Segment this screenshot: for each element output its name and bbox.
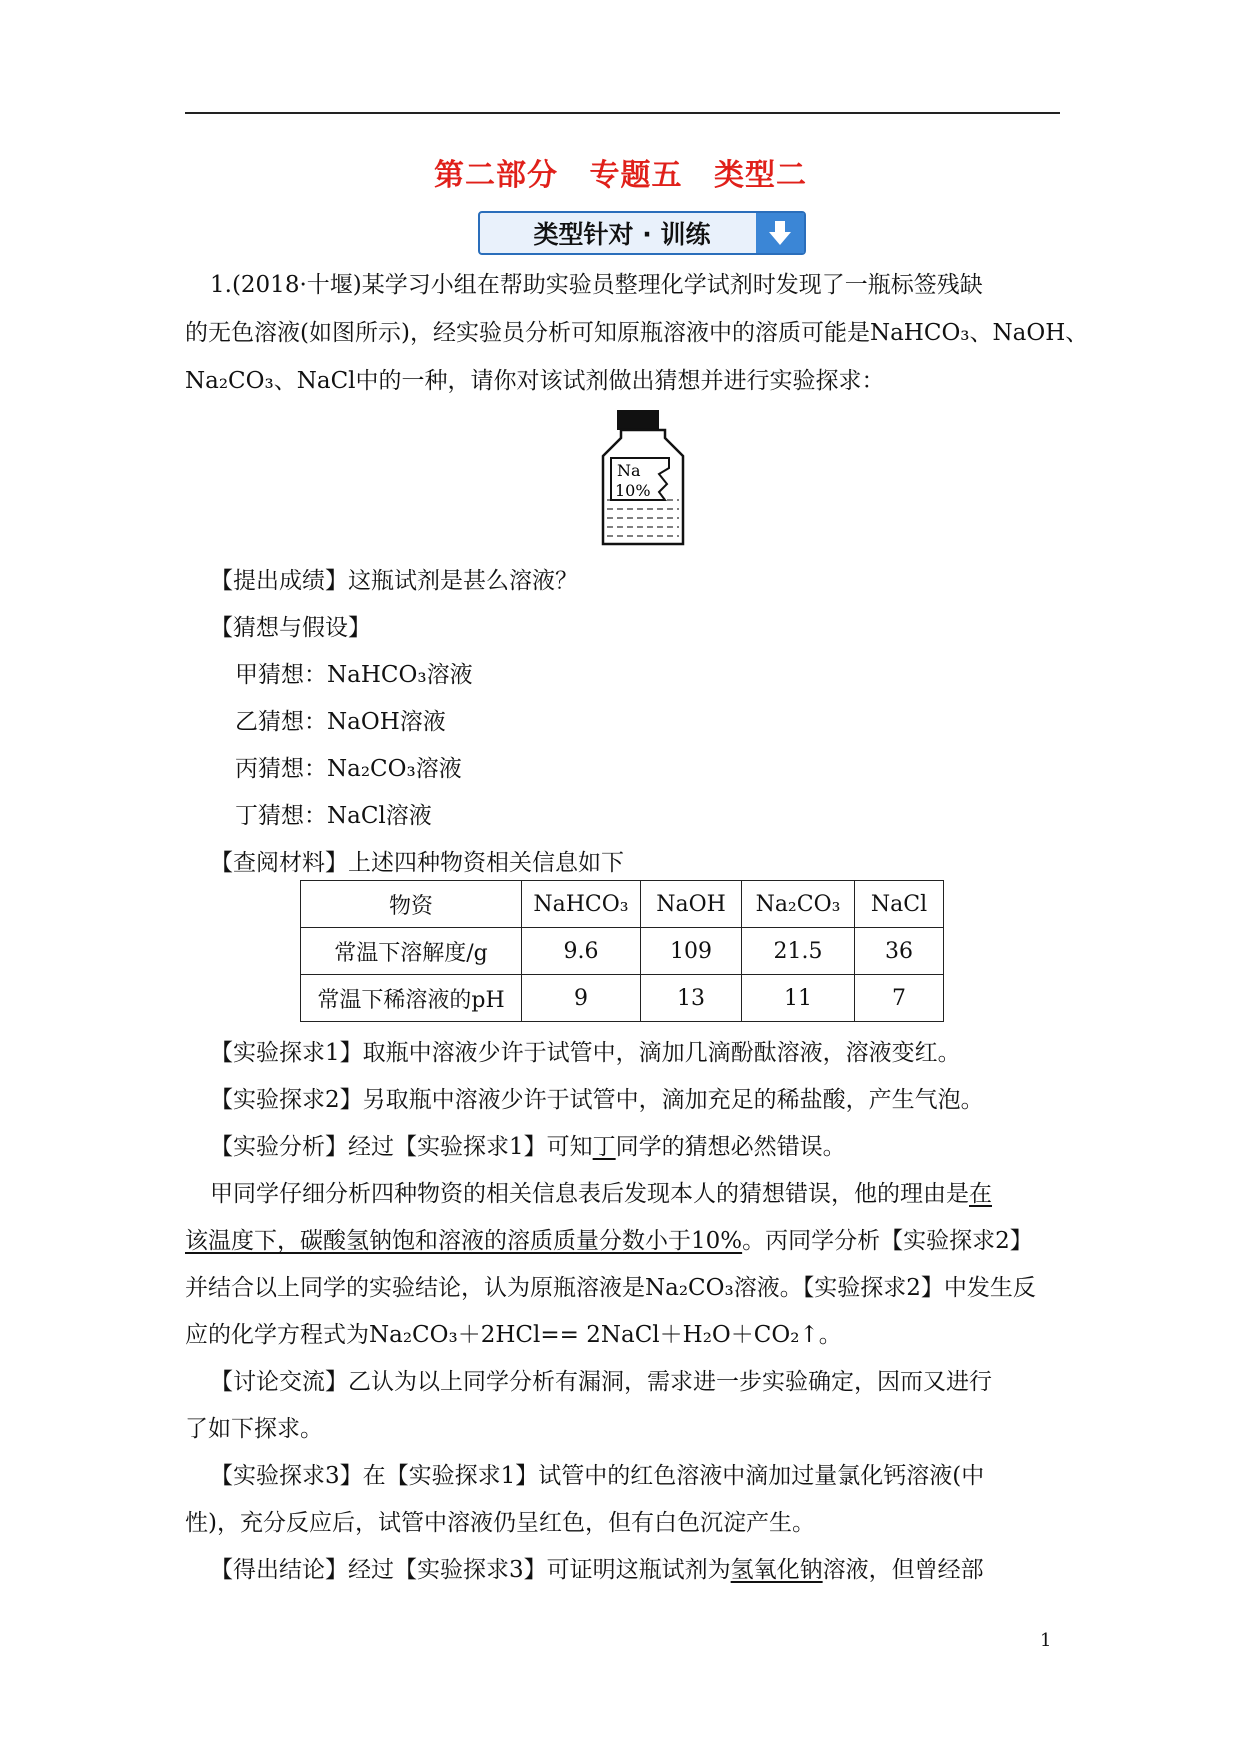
- table-row: [301, 881, 944, 928]
- table-cell: 常温下溶解度/g: [301, 928, 522, 975]
- table-cell: 7: [855, 975, 944, 1022]
- table-row: [301, 928, 944, 975]
- title-part: 第二部分: [434, 158, 559, 193]
- paragraph-line-3: 并结合以上同学的实验结论，认为原瓶溶液是Na₂CO₃溶液。【实验探求2】中发生反: [185, 1275, 1036, 1301]
- table-cell: 11: [742, 975, 855, 1022]
- title-topic: 专题五: [589, 158, 683, 193]
- paragraph-line-4: 应的化学方程式为Na₂CO₃＋2HCl== 2NaCl＋H₂O＋CO₂↑。: [185, 1322, 842, 1348]
- label-text-percent: 10%: [615, 481, 651, 500]
- badge-label: 类型针对 · 训练: [533, 220, 711, 249]
- conclusion-line: 【得出结论】经过【实验探求3】可证明这瓶试剂为氢氧化钠溶液，但曾经部: [210, 1557, 984, 1583]
- answer-blank: 丁: [592, 1134, 616, 1160]
- experiment-1: 【实验探求1】取瓶中溶液少许于试管中，滴加几滴酚酞溶液，溶液变红。: [210, 1040, 961, 1066]
- label-text-na: Na: [617, 461, 641, 480]
- materials-title: 【查阅材料】上述四种物资相关信息如下: [210, 850, 624, 876]
- reagent-bottle-figure: [597, 408, 689, 548]
- table-cell: 9: [522, 975, 641, 1022]
- table-header-cell: NaOH: [641, 881, 742, 928]
- discussion-line-2: 了如下探求。: [185, 1416, 323, 1442]
- guess-b: 乙猜想：NaOH溶液: [235, 709, 446, 735]
- page-title: [0, 150, 1241, 194]
- table-cell: 常温下稀溶液的pH: [301, 975, 522, 1022]
- question-line-2: 的无色溶液(如图所示)，经实验员分析可知原瓶溶液中的溶质可能是NaHCO₃、NaOH、: [185, 320, 1089, 346]
- paragraph-line-1: 甲同学仔细分析四种物资的相关信息表后发现本人的猜想错误，他的理由是在: [210, 1181, 992, 1207]
- experiment-2: 【实验探求2】另取瓶中溶液少许于试管中，滴加充足的稀盐酸，产生气泡。: [210, 1087, 984, 1113]
- answer-blank: 该温度下，碳酸氢钠饱和溶液的溶质质量分数小于10%: [185, 1228, 743, 1254]
- table-cell: 36: [855, 928, 944, 975]
- experiment-3-line-1: 【实验探求3】在【实验探求1】试管中的红色溶液中滴加过量氯化钙溶液(中: [210, 1463, 985, 1489]
- page-number: 1: [1040, 1630, 1052, 1651]
- question-line-3: Na₂CO₃、NaCl中的一种，请你对该试剂做出猜想并进行实验探求：: [185, 368, 885, 394]
- table-row: [301, 975, 944, 1022]
- guess-c: 丙猜想：Na₂CO₃溶液: [235, 756, 462, 782]
- properties-table: [300, 880, 944, 1022]
- analysis-line: 【实验分析】经过【实验探求1】可知丁同学的猜想必然错误。: [210, 1134, 846, 1160]
- propose-problem: 【提出成绩】这瓶试剂是甚么溶液？: [210, 568, 578, 594]
- experiment-3-line-2: 性)，充分反应后，试管中溶液仍呈红色，但有白色沉淀产生。: [185, 1510, 815, 1536]
- table-header-cell: 物资: [301, 881, 522, 928]
- table-header-cell: NaCl: [855, 881, 944, 928]
- section-badge: [478, 211, 806, 255]
- table-cell: 9.6: [522, 928, 641, 975]
- title-type: 类型二: [713, 158, 807, 193]
- header-rule: [185, 112, 1060, 114]
- answer-blank: 氢氧化钠: [730, 1557, 823, 1583]
- table-header-cell: Na₂CO₃: [742, 881, 855, 928]
- guess-d: 丁猜想：NaCl溶液: [235, 803, 432, 829]
- table-cell: 13: [641, 975, 742, 1022]
- answer-blank: 在: [969, 1181, 992, 1207]
- hypothesis-title: 【猜想与假设】: [210, 615, 371, 641]
- guess-a: 甲猜想：NaHCO₃溶液: [235, 662, 473, 688]
- question-line-1: 1.(2018·十堰)某学习小组在帮助实验员整理化学试剂时发现了一瓶标签残缺: [210, 272, 983, 298]
- table-cell: 21.5: [742, 928, 855, 975]
- discussion-line-1: 【讨论交流】乙认为以上同学分析有漏洞，需求进一步实验确定，因而又进行: [210, 1369, 992, 1395]
- table-cell: 109: [641, 928, 742, 975]
- table-header-cell: NaHCO₃: [522, 881, 641, 928]
- paragraph-line-2: 该温度下，碳酸氢钠饱和溶液的溶质质量分数小于10%。丙同学分析【实验探求2】: [185, 1228, 1033, 1254]
- arrow-down-icon: [756, 213, 804, 253]
